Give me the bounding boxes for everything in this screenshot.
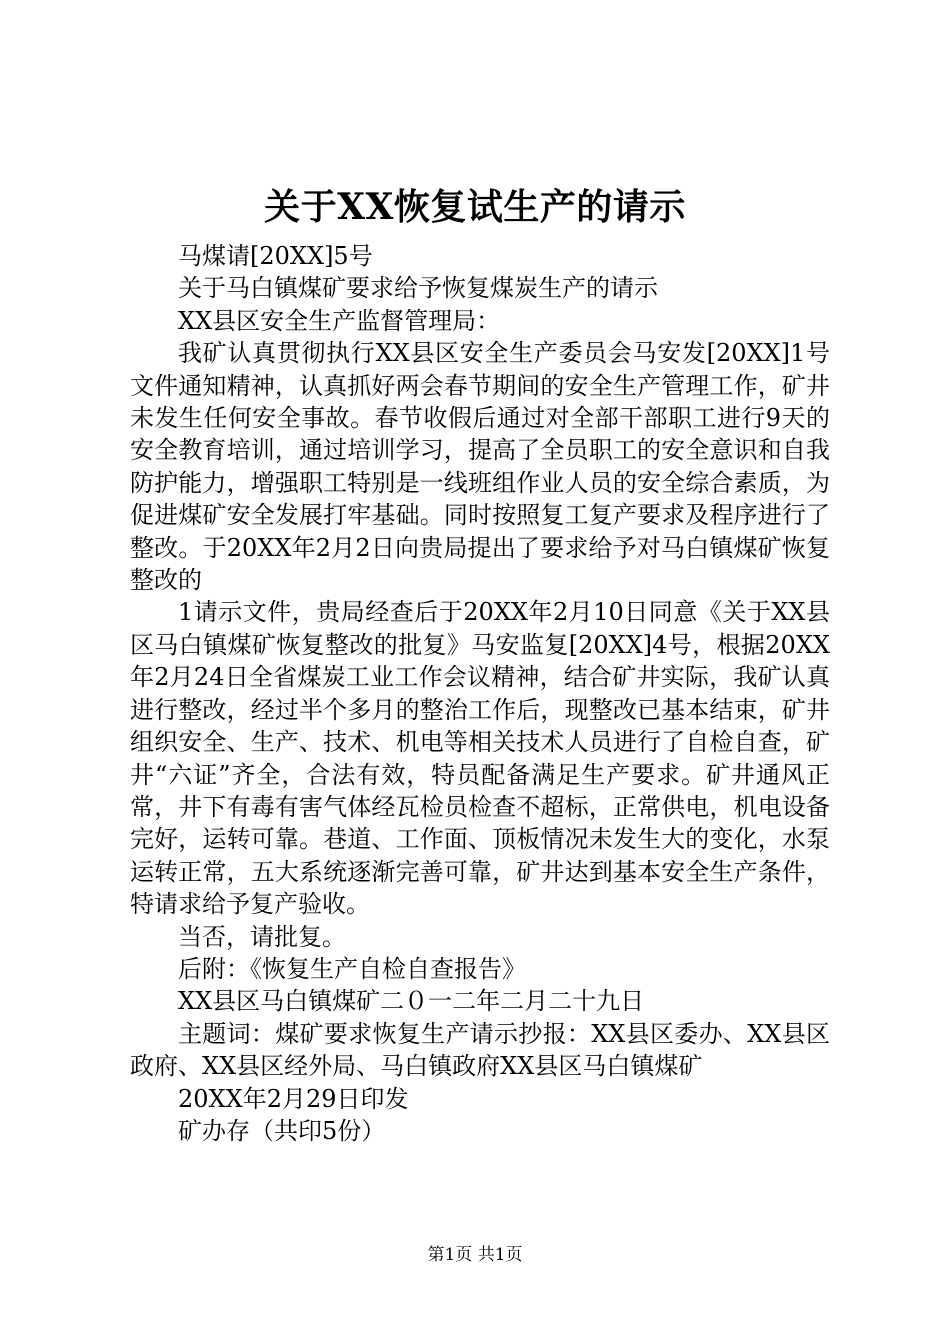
print-date: 20XX年2月29日印发 (178, 1084, 409, 1113)
document-title: 关于XX恢复试生产的请示 (264, 186, 686, 228)
archive-note: 矿办存（共印5份） (178, 1116, 386, 1145)
body-paragraph-2: 1请示文件，贵局经查后于20XX年2月10日同意《关于XX县区马白镇煤矿恢复整改的批复》马安监复[20XX]4号，根据20XX年2月24日全省煤炭工业工作会议精神，结合矿井实际，我矿认真进行整改，经过半个多月的整治工作后，现整改已基本结束，矿井组织安全、生产、技术、机电等相关技术人员进行了自检自查，矿井“六证”齐全，合法有效，特员配备满足生产要求。矿井通风正常，井下有毒有害气体经瓦检员检查不超标，正常供电，机电设备完好，运转可靠。巷道、工作面、顶板情况未发生大的变化，水泵运转正常，五大系统逐渐完善可靠，矿井达到基本安全生产条件，特请求给予复产验收。 (130, 598, 830, 919)
page-footer: 第1页 共1页 (427, 1245, 523, 1265)
attachment-note: 后附：《恢复生产自检自查报告》 (178, 954, 526, 983)
body-paragraph-1: 我矿认真贯彻执行XX县区安全生产委员会马安发[20XX]1号文件通知精神，认真抓好两会春节期间的安全生产管理工作，矿井未发生任何安全事故。春节收假后通过对全部干部职工进行9天的安全教育培训，通过培训学习，提高了全员职工的安全意识和自我防护能力，增强职工特别是一线班组作业人员的安全综合素质，为促进煤矿安全发展打牢基础。同时按照复工复产要求及程序进行了整改。于20XX年2月2日向贵局提出了要求给予对马白镇煤矿恢复整改的 (130, 339, 830, 595)
issuer-date: XX县区马白镇煤矿二０一二年二月二十九日 (178, 987, 645, 1016)
request-subject: 关于马白镇煤矿要求给予恢复煤炭生产的请示 (178, 274, 658, 303)
addressee: XX县区安全生产监督管理局： (178, 306, 501, 335)
document-body (130, 240, 830, 1147)
keywords-and-cc: 主题词：煤矿要求恢复生产请示抄报：XX县区委办、XX县区政府、XX县区经外局、马白镇政府XX县区马白镇煤矿 (130, 1019, 830, 1081)
document-number: 马煤请[20XX]5号 (178, 242, 373, 270)
closing-request: 当否，请批复。 (178, 922, 346, 951)
